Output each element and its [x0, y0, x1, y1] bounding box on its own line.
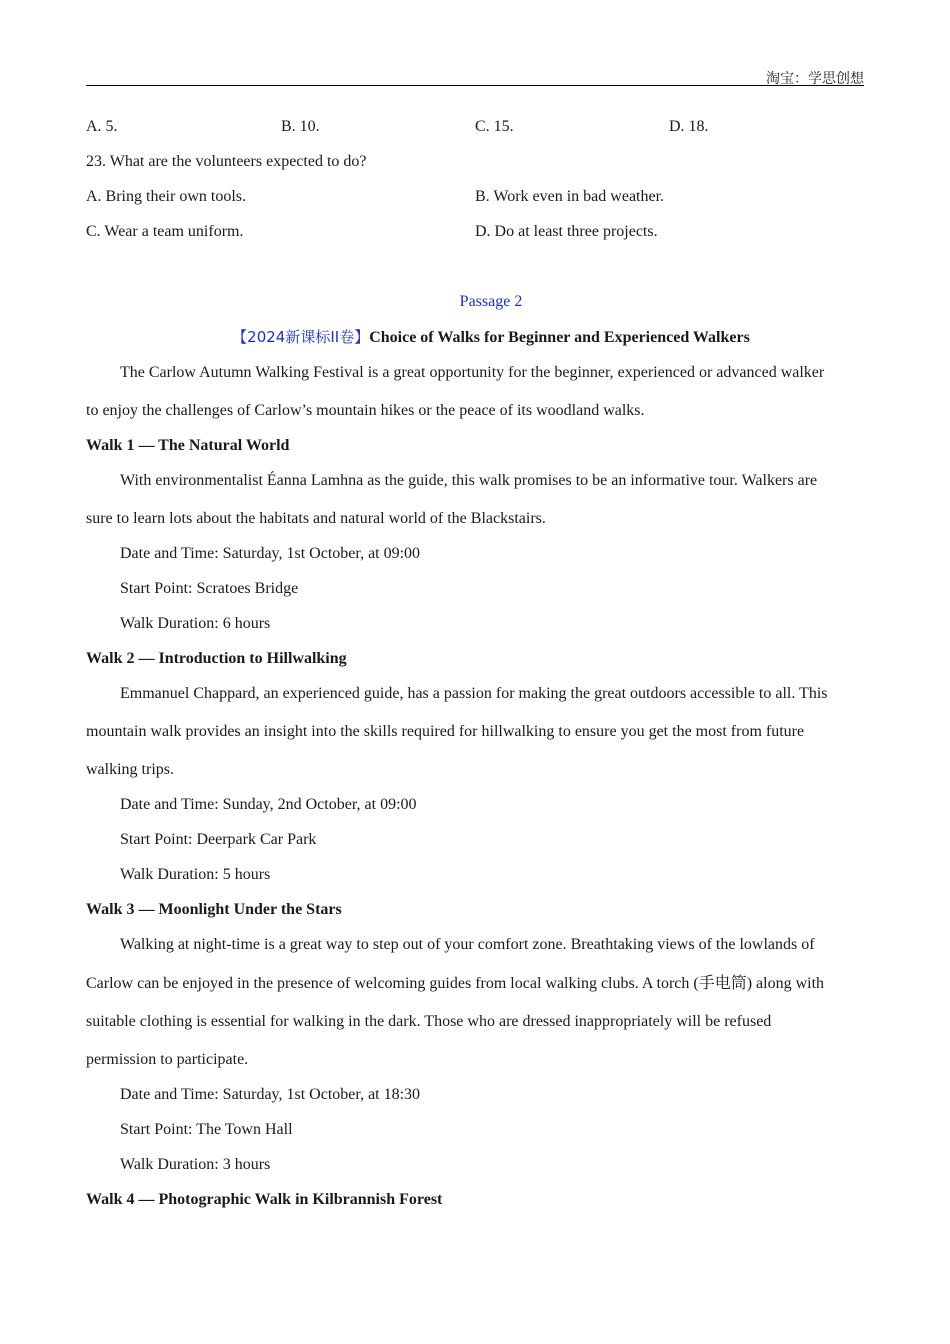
- intro-line-2: to enjoy the challenges of Carlow’s mountain hikes or the peace of its woodland walks.: [86, 402, 645, 419]
- intro-line-1: The Carlow Autumn Walking Festival is a great opportunity for the beginner, experienced or advanced walker: [120, 364, 825, 381]
- walk2-desc-3: walking trips.: [86, 761, 174, 778]
- q22-option-b: B. 10.: [281, 118, 320, 135]
- walk2-start: Start Point: Deerpark Car Park: [120, 831, 317, 848]
- walk3-start: Start Point: The Town Hall: [120, 1121, 293, 1138]
- walk3-desc-2: Carlow can be enjoyed in the presence of welcoming guides from local walking clubs. A torch (手电筒) along with: [86, 975, 825, 992]
- q23-option-b: B. Work even in bad weather.: [475, 188, 665, 205]
- passage-title-line: [86, 327, 896, 348]
- walk3-date: Date and Time: Saturday, 1st October, at 18:30: [120, 1086, 421, 1103]
- walk2-heading: Walk 2 — Introduction to Hillwalking: [86, 650, 347, 667]
- walk4-heading: Walk 4 — Photographic Walk in Kilbrannish Forest: [86, 1191, 443, 1208]
- q22-option-a: A. 5.: [86, 118, 118, 135]
- walk1-start: Start Point: Scratoes Bridge: [120, 580, 299, 597]
- walk3-desc-1: Walking at night-time is a great way to step out of your comfort zone. Breathtaking views of the lowlands of: [120, 936, 815, 953]
- walk2-duration: Walk Duration: 5 hours: [120, 866, 271, 883]
- walk1-heading: Walk 1 — The Natural World: [86, 437, 290, 454]
- walk1-desc-2: sure to learn lots about the habitats and natural world of the Blackstairs.: [86, 510, 546, 527]
- passage-label: Passage 2: [459, 293, 523, 310]
- walk2-desc-2: mountain walk provides an insight into the skills required for hillwalking to ensure you get the most from future: [86, 723, 805, 740]
- walk2-desc-1: Emmanuel Chappard, an experienced guide, has a passion for making the great outdoors accessible to all. This: [120, 685, 828, 702]
- walk3-heading: Walk 3 — Moonlight Under the Stars: [86, 901, 342, 918]
- q23-option-d: D. Do at least three projects.: [475, 223, 658, 240]
- q22-option-d: D. 18.: [669, 118, 709, 135]
- page-header: [86, 66, 864, 86]
- passage-title: Choice of Walks for Beginner and Experienced Walkers: [369, 329, 750, 346]
- walk3-duration: Walk Duration: 3 hours: [120, 1156, 271, 1173]
- walk1-duration: Walk Duration: 6 hours: [120, 615, 271, 632]
- walk2-date: Date and Time: Sunday, 2nd October, at 09:00: [120, 796, 417, 813]
- walk3-desc-4: permission to participate.: [86, 1051, 249, 1068]
- exam-source-tag: 【2024新课标ⅠⅠ卷】: [232, 328, 370, 346]
- header-text: 淘宝：学思创想: [766, 71, 864, 87]
- q22-option-c: C. 15.: [475, 118, 514, 135]
- q23-option-c: C. Wear a team uniform.: [86, 223, 244, 240]
- q23-option-a: A. Bring their own tools.: [86, 188, 246, 205]
- walk3-desc-3: suitable clothing is essential for walking in the dark. Those who are dressed inappropriately will be refused: [86, 1013, 772, 1030]
- q23-question: 23. What are the volunteers expected to do?: [86, 153, 367, 170]
- walk1-date: Date and Time: Saturday, 1st October, at 09:00: [120, 545, 421, 562]
- walk1-desc-1: With environmentalist Éanna Lamhna as the guide, this walk promises to be an informative tour. Walkers are: [120, 472, 818, 489]
